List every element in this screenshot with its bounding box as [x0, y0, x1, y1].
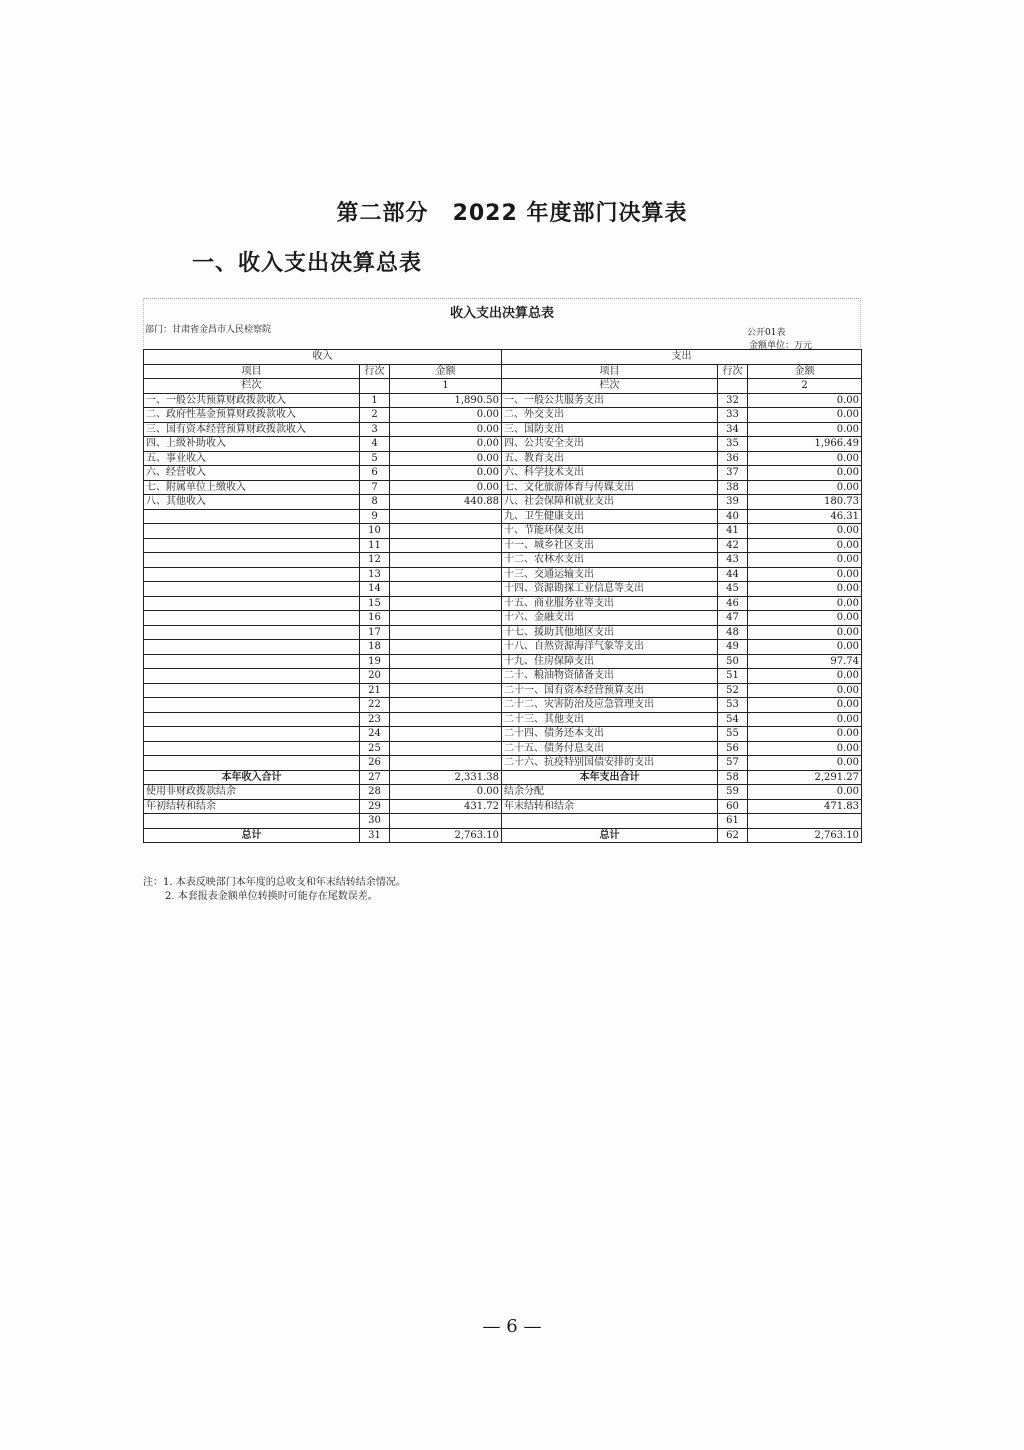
income-item: 总计 — [144, 828, 360, 843]
income-column-label: 栏次 — [144, 379, 360, 394]
income-amount — [390, 625, 502, 640]
income-item — [144, 727, 360, 742]
income-item: 六、经营收入 — [144, 466, 360, 481]
income-amount — [390, 741, 502, 756]
income-line: 1 — [360, 393, 390, 408]
expense-amount: 471.83 — [748, 799, 862, 814]
income-expense-table — [143, 349, 862, 843]
income-item: 一、一般公共预算财政拨款收入 — [144, 393, 360, 408]
expense-item: 三、国防支出 — [502, 422, 718, 437]
expense-line: 60 — [718, 799, 748, 814]
expense-item: 二、外交支出 — [502, 408, 718, 423]
table-row — [144, 422, 862, 437]
expense-amount: 0.00 — [748, 596, 862, 611]
income-item — [144, 669, 360, 684]
table-row — [144, 553, 862, 568]
income-line: 15 — [360, 596, 390, 611]
income-amount — [390, 553, 502, 568]
expense-line: 56 — [718, 741, 748, 756]
income-item: 四、上级补助收入 — [144, 437, 360, 452]
expense-line: 50 — [718, 654, 748, 669]
expense-line: 41 — [718, 524, 748, 539]
income-amount: 431.72 — [390, 799, 502, 814]
income-amount — [390, 611, 502, 626]
table-row — [144, 393, 862, 408]
expense-amount: 0.00 — [748, 524, 862, 539]
income-amount: 0.00 — [390, 422, 502, 437]
expense-item: 七、文化旅游体育与传媒支出 — [502, 480, 718, 495]
income-item: 三、国有资本经营预算财政拨款收入 — [144, 422, 360, 437]
income-amount: 2,763.10 — [390, 828, 502, 843]
income-amount — [390, 712, 502, 727]
expense-amount: 0.00 — [748, 625, 862, 640]
table-row — [144, 582, 862, 597]
income-line: 28 — [360, 785, 390, 800]
expense-amount: 0.00 — [748, 741, 862, 756]
income-line: 11 — [360, 538, 390, 553]
table-notes — [143, 876, 406, 904]
expense-amount — [748, 814, 862, 829]
expense-amount: 0.00 — [748, 567, 862, 582]
expense-amount: 0.00 — [748, 538, 862, 553]
total-row — [144, 828, 862, 843]
expense-line: 58 — [718, 770, 748, 785]
expense-item: 二十三、其他支出 — [502, 712, 718, 727]
income-amount: 0.00 — [390, 451, 502, 466]
expense-item: 二十四、债务还本支出 — [502, 727, 718, 742]
income-amount — [390, 524, 502, 539]
income-line: 8 — [360, 495, 390, 510]
income-line: 10 — [360, 524, 390, 539]
income-line: 22 — [360, 698, 390, 713]
income-line: 23 — [360, 712, 390, 727]
expense-line-index — [718, 379, 748, 394]
part-title-rest: 2022 年度部门决算表 — [452, 201, 688, 226]
table-row — [144, 654, 862, 669]
income-line: 13 — [360, 567, 390, 582]
income-amount — [390, 567, 502, 582]
expense-item: 十九、住房保障支出 — [502, 654, 718, 669]
expense-amount: 0.00 — [748, 466, 862, 481]
income-column-number: 1 — [390, 379, 502, 394]
expense-line: 33 — [718, 408, 748, 423]
expense-amount: 0.00 — [748, 785, 862, 800]
income-item — [144, 654, 360, 669]
income-amount — [390, 683, 502, 698]
table-row — [144, 538, 862, 553]
expense-amount: 0.00 — [748, 553, 862, 568]
part-title — [0, 196, 1024, 227]
income-line: 7 — [360, 480, 390, 495]
expense-amount: 0.00 — [748, 408, 862, 423]
table-body — [144, 350, 862, 843]
expense-item: 十一、城乡社区支出 — [502, 538, 718, 553]
table-row — [144, 596, 862, 611]
expense-line: 35 — [718, 437, 748, 452]
income-item-header: 项目 — [144, 364, 360, 379]
expense-amount: 0.00 — [748, 756, 862, 771]
income-amount — [390, 669, 502, 684]
income-item: 八、其他收入 — [144, 495, 360, 510]
total-row — [144, 770, 862, 785]
expense-line: 57 — [718, 756, 748, 771]
expense-item: 结余分配 — [502, 785, 718, 800]
expense-item: 十七、援助其他地区支出 — [502, 625, 718, 640]
table-row — [144, 509, 862, 524]
table-row — [144, 408, 862, 423]
table-row — [144, 640, 862, 655]
expense-line: 38 — [718, 480, 748, 495]
expense-item: 二十五、债务付息支出 — [502, 741, 718, 756]
income-amount — [390, 640, 502, 655]
expense-column-label: 栏次 — [502, 379, 718, 394]
expense-amount: 0.00 — [748, 611, 862, 626]
income-line: 25 — [360, 741, 390, 756]
income-amount — [390, 582, 502, 597]
table-row — [144, 567, 862, 582]
expense-column-number: 2 — [748, 379, 862, 394]
expense-amount: 0.00 — [748, 712, 862, 727]
expense-item: 一、一般公共服务支出 — [502, 393, 718, 408]
income-header: 收入 — [144, 350, 502, 365]
expense-amount: 46.31 — [748, 509, 862, 524]
income-amount: 440.88 — [390, 495, 502, 510]
expense-item: 本年支出合计 — [502, 770, 718, 785]
expense-line: 32 — [718, 393, 748, 408]
expense-item: 总计 — [502, 828, 718, 843]
table-row — [144, 495, 862, 510]
expense-amount: 0.00 — [748, 451, 862, 466]
page-number: — 6 — — [482, 1316, 542, 1337]
table-row — [144, 611, 862, 626]
expense-line: 53 — [718, 698, 748, 713]
expense-item: 十五、商业服务业等支出 — [502, 596, 718, 611]
expense-line: 39 — [718, 495, 748, 510]
income-item: 使用非财政拨款结余 — [144, 785, 360, 800]
income-amount — [390, 538, 502, 553]
income-line: 21 — [360, 683, 390, 698]
form-number: 公开01表 — [747, 328, 786, 338]
income-item — [144, 756, 360, 771]
income-line: 2 — [360, 408, 390, 423]
expense-item: 五、教育支出 — [502, 451, 718, 466]
expense-amount: 0.00 — [748, 582, 862, 597]
income-line: 16 — [360, 611, 390, 626]
income-amount: 0.00 — [390, 408, 502, 423]
table-row — [144, 466, 862, 481]
income-amount: 2,331.38 — [390, 770, 502, 785]
income-amount: 0.00 — [390, 480, 502, 495]
income-item: 本年收入合计 — [144, 770, 360, 785]
expense-item: 二十六、抗疫特别国债安排的支出 — [502, 756, 718, 771]
income-line-header: 行次 — [360, 364, 390, 379]
expense-item: 年末结转和结余 — [502, 799, 718, 814]
income-item — [144, 741, 360, 756]
expense-line: 55 — [718, 727, 748, 742]
expense-amount: 0.00 — [748, 640, 862, 655]
expense-amount-header: 金额 — [748, 364, 862, 379]
table-row — [144, 698, 862, 713]
note-1: 注：1. 本表反映部门本年度的总收支和年末结转结余情况。 — [143, 877, 406, 888]
income-item: 年初结转和结余 — [144, 799, 360, 814]
expense-line: 51 — [718, 669, 748, 684]
expense-line: 42 — [718, 538, 748, 553]
expense-item: 四、公共安全支出 — [502, 437, 718, 452]
income-item — [144, 625, 360, 640]
income-amount — [390, 596, 502, 611]
income-item: 五、事业收入 — [144, 451, 360, 466]
income-line: 5 — [360, 451, 390, 466]
expense-amount: 0.00 — [748, 698, 862, 713]
expense-item: 九、卫生健康支出 — [502, 509, 718, 524]
income-line: 12 — [360, 553, 390, 568]
income-line: 17 — [360, 625, 390, 640]
table-header-row-index — [144, 379, 862, 394]
income-item — [144, 509, 360, 524]
expense-line: 62 — [718, 828, 748, 843]
income-amount: 0.00 — [390, 466, 502, 481]
expense-amount: 2,291.27 — [748, 770, 862, 785]
income-line: 19 — [360, 654, 390, 669]
expense-amount: 0.00 — [748, 669, 862, 684]
expense-amount: 0.00 — [748, 480, 862, 495]
expense-item-header: 项目 — [502, 364, 718, 379]
expense-item — [502, 814, 718, 829]
total-row — [144, 814, 862, 829]
expense-line: 43 — [718, 553, 748, 568]
income-line: 27 — [360, 770, 390, 785]
income-line: 18 — [360, 640, 390, 655]
expense-item: 十六、金融支出 — [502, 611, 718, 626]
income-amount — [390, 698, 502, 713]
expense-item: 十四、资源勘探工业信息等支出 — [502, 582, 718, 597]
table-row — [144, 727, 862, 742]
income-amount — [390, 756, 502, 771]
income-item: 七、附属单位上缴收入 — [144, 480, 360, 495]
income-line: 26 — [360, 756, 390, 771]
expense-item: 十二、农林水支出 — [502, 553, 718, 568]
table-header-row-columns — [144, 364, 862, 379]
expense-line: 45 — [718, 582, 748, 597]
expense-line: 44 — [718, 567, 748, 582]
table-title: 收入支出决算总表 — [449, 306, 554, 321]
expense-amount: 1,966.49 — [748, 437, 862, 452]
expense-line-header: 行次 — [718, 364, 748, 379]
income-item — [144, 553, 360, 568]
income-line: 20 — [360, 669, 390, 684]
income-amount-header: 金额 — [390, 364, 502, 379]
income-item — [144, 698, 360, 713]
income-line: 24 — [360, 727, 390, 742]
income-item — [144, 712, 360, 727]
income-item — [144, 596, 360, 611]
table-row — [144, 756, 862, 771]
table-row — [144, 683, 862, 698]
table-header-row-section — [144, 350, 862, 365]
table-row — [144, 712, 862, 727]
expense-line: 49 — [718, 640, 748, 655]
income-line: 4 — [360, 437, 390, 452]
unit-label: 金额单位：万元 — [749, 341, 813, 351]
income-item — [144, 814, 360, 829]
income-item — [144, 683, 360, 698]
total-row — [144, 799, 862, 814]
section-title: 一、收入支出决算总表 — [192, 251, 423, 276]
table-row — [144, 524, 862, 539]
income-amount: 1,890.50 — [390, 393, 502, 408]
table-row — [144, 669, 862, 684]
table-row — [144, 451, 862, 466]
expense-line: 40 — [718, 509, 748, 524]
expense-line: 59 — [718, 785, 748, 800]
expense-header: 支出 — [502, 350, 862, 365]
expense-line: 46 — [718, 596, 748, 611]
income-amount — [390, 654, 502, 669]
expense-item: 八、社会保障和就业支出 — [502, 495, 718, 510]
income-line: 14 — [360, 582, 390, 597]
expense-line: 61 — [718, 814, 748, 829]
expense-item: 十八、自然资源海洋气象等支出 — [502, 640, 718, 655]
expense-amount: 0.00 — [748, 727, 862, 742]
income-item — [144, 538, 360, 553]
table-row — [144, 480, 862, 495]
expense-line: 52 — [718, 683, 748, 698]
income-amount: 0.00 — [390, 785, 502, 800]
expense-amount: 180.73 — [748, 495, 862, 510]
table-row — [144, 625, 862, 640]
income-item — [144, 611, 360, 626]
income-line-index — [360, 379, 390, 394]
expense-item: 十、节能环保支出 — [502, 524, 718, 539]
income-line: 6 — [360, 466, 390, 481]
income-line: 29 — [360, 799, 390, 814]
income-item: 二、政府性基金预算财政拨款收入 — [144, 408, 360, 423]
expense-line: 34 — [718, 422, 748, 437]
note-2: 2. 本套报表金额单位转换时可能存在尾数误差。 — [165, 891, 378, 902]
expense-amount: 97.74 — [748, 654, 862, 669]
expense-amount: 2,763.10 — [748, 828, 862, 843]
expense-amount: 0.00 — [748, 683, 862, 698]
table-row — [144, 437, 862, 452]
income-item — [144, 524, 360, 539]
income-amount: 0.00 — [390, 437, 502, 452]
income-amount — [390, 727, 502, 742]
part-title-label: 第二部分 — [336, 201, 429, 226]
expense-item: 六、科学技术支出 — [502, 466, 718, 481]
expense-item: 二十二、灾害防治及应急管理支出 — [502, 698, 718, 713]
expense-line: 54 — [718, 712, 748, 727]
income-line: 9 — [360, 509, 390, 524]
expense-item: 二十一、国有资本经营预算支出 — [502, 683, 718, 698]
income-line: 3 — [360, 422, 390, 437]
income-amount — [390, 814, 502, 829]
table-row — [144, 741, 862, 756]
expense-line: 48 — [718, 625, 748, 640]
income-line: 31 — [360, 828, 390, 843]
total-row — [144, 785, 862, 800]
income-item — [144, 640, 360, 655]
income-amount — [390, 509, 502, 524]
expense-line: 37 — [718, 466, 748, 481]
expense-line: 36 — [718, 451, 748, 466]
expense-amount: 0.00 — [748, 393, 862, 408]
expense-item: 十三、交通运输支出 — [502, 567, 718, 582]
expense-item: 二十、粮油物资储备支出 — [502, 669, 718, 684]
income-line: 30 — [360, 814, 390, 829]
expense-line: 47 — [718, 611, 748, 626]
income-item — [144, 567, 360, 582]
department-label: 部门：甘肃省金昌市人民检察院 — [145, 325, 272, 335]
expense-amount: 0.00 — [748, 422, 862, 437]
income-item — [144, 582, 360, 597]
